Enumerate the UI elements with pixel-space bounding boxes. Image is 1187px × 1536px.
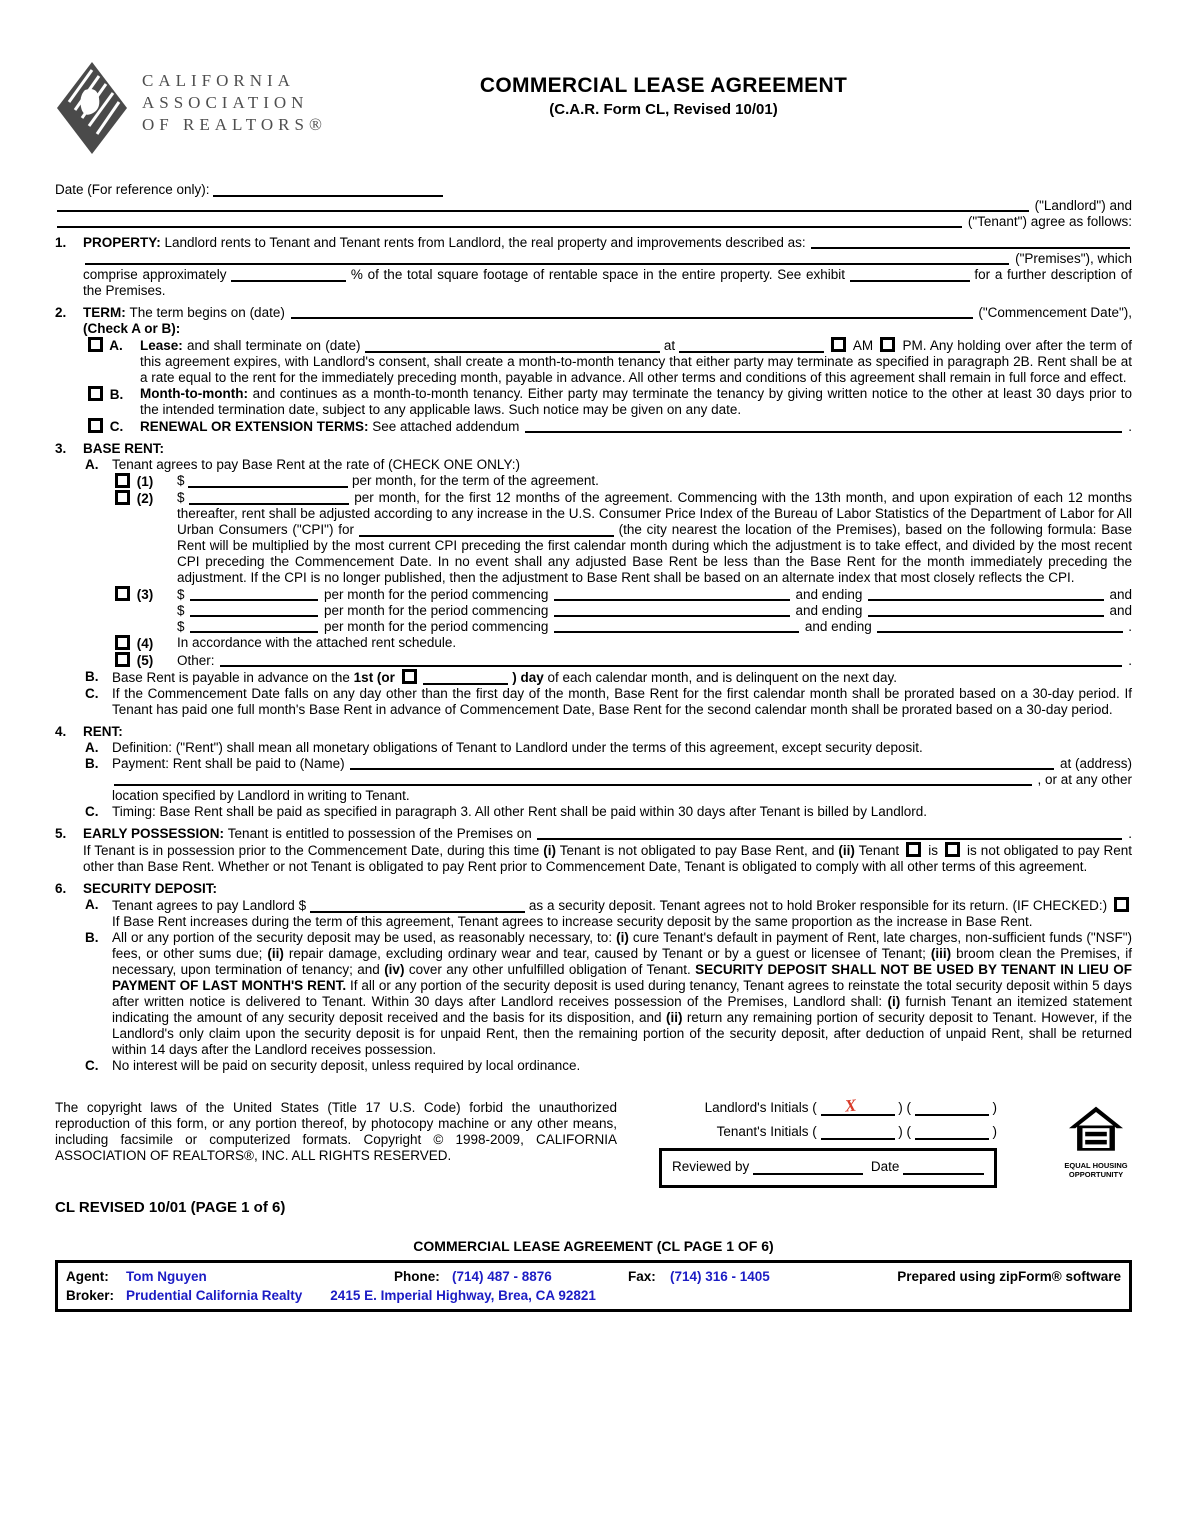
blank-field[interactable] <box>850 269 970 282</box>
footer-region <box>55 1095 1132 1188</box>
text-run: ("Commencement Date"), <box>974 305 1132 320</box>
item-marker <box>55 826 83 842</box>
paragraph-content <box>177 473 1132 490</box>
blank-field[interactable] <box>85 253 1009 265</box>
tenant-initials-label: Tenant's Initials ( <box>716 1124 821 1139</box>
text-run: ("Landlord") and <box>1030 198 1132 213</box>
text-run: All or any portion of the security deposit may be used, as reasonably necessary, to: <box>112 930 617 945</box>
text-run: Timing: Base Rent shall be paid as specified in paragraph 3. All other Rent shall be paid within 30 days after Tenant is billed by Landlord. <box>112 804 927 819</box>
sec1-comprise <box>83 267 1132 299</box>
initials-separator: ) ( <box>894 1124 915 1139</box>
text-run: B. <box>106 387 124 402</box>
blank-field[interactable] <box>189 492 349 505</box>
text-run: is <box>924 843 943 858</box>
text-run: $ <box>177 603 189 618</box>
text-run: EARLY POSSESSION: <box>83 826 228 841</box>
text-run: 3. <box>55 441 67 456</box>
text-run: Landlord rents to Tenant and Tenant rents from Landlord, the real property and improvements described as: <box>164 235 810 250</box>
text-run: . <box>1124 619 1133 634</box>
text-run: (3) <box>133 587 154 602</box>
text-run: (iii) <box>930 946 952 961</box>
title-block <box>195 60 1132 118</box>
text-run: (5) <box>133 653 154 668</box>
text-run: (i) <box>616 930 629 945</box>
text-run: PM. Any holding over after the term of this agreement expires, with Landlord's consent, shall create a month-to-month tenancy that either party may terminate as specified in paragraph 2B. Rent shall be at a rate equal to the rent for the immediately preceding month, payable in advance. All other terms and conditions of this agreement shall remain in full force and effect. <box>140 338 1132 385</box>
text-run: If the Commencement Date falls on any day other than the first day of the month, Base Rent for the first calendar month shall be prorated based on a 30-day period. If Tenant has paid one full month's Base Rent in advance of Commencement Date, Base Rent for the second calendar month shall be prorated based on a 30-day period. <box>112 686 1132 717</box>
sec4-b <box>85 756 1132 772</box>
text-run: RENEWAL OR EXTENSION TERMS: <box>140 419 373 434</box>
text-run: for a further description of the Premises. <box>83 267 1133 298</box>
equal-housing-text <box>1060 1161 1132 1179</box>
paragraph-content <box>177 635 1132 652</box>
checkbox[interactable] <box>906 842 921 857</box>
paragraph-content <box>83 441 1132 457</box>
blank-field[interactable] <box>190 605 318 617</box>
review-date-field[interactable] <box>903 1162 984 1175</box>
text-run: per month for the period commencing <box>320 603 553 618</box>
sec5-continuation <box>83 842 1132 875</box>
equal-housing-icon <box>1069 1106 1123 1154</box>
paragraph-content <box>83 842 1132 875</box>
blank-field[interactable] <box>365 340 660 353</box>
text-run: (1) <box>133 474 154 489</box>
item-marker <box>85 669 112 686</box>
checkbox[interactable] <box>115 635 130 650</box>
sec3-a <box>85 457 1132 473</box>
text-run: and shall terminate on (date) <box>186 338 365 353</box>
text-run: B. <box>85 756 99 771</box>
blank-field[interactable] <box>310 900 525 913</box>
paragraph-content <box>83 724 1132 740</box>
text-run: comprise approximately <box>83 267 232 282</box>
text-run: per month for the period commencing <box>320 587 553 602</box>
text-run: If all or any portion of the security deposit is used during tenancy, Tenant agrees to reinstate the total security deposit within 5 days after written notice is delivered to Tenant. Within 30 days after Landlord receives possession of the Premises, Landlord shall: <box>112 978 1132 1009</box>
text-run: furnish Tenant an itemized statement indicating the amount of any security deposit received and the basis for its disposition, and <box>112 994 1132 1025</box>
form-body <box>55 182 1132 1074</box>
text-run: as a security deposit. Tenant agrees not to hold Broker responsible for its return. (IF CHECKED:) <box>525 898 1111 913</box>
phone-label: Phone: <box>394 1269 440 1284</box>
checkbox[interactable] <box>115 473 130 488</box>
sec3-b <box>85 669 1132 686</box>
text-run: PROPERTY: <box>83 235 165 250</box>
text-run: (the city nearest the location of the Premises), based on the following formula: Base Rent will be multiplied by the most current CPI preceding the first calendar month during which the adjustment is to take effect, and divided by the most recent CPI preceding the Commencement Date. In no event shall any adjusted Base Rent be less than the Base Rent for the month immediately preceding the adjustment. If the CPI is no longer published, then the adjustment to Base Rent shall be based on an alternate index that most closely reflects the CPI. <box>177 522 1132 585</box>
checkbox[interactable] <box>115 490 130 505</box>
sec2-term <box>55 305 1132 321</box>
text-run: SECURITY DEPOSIT: <box>83 881 218 896</box>
checkbox[interactable] <box>831 337 846 352</box>
car-logo-text <box>142 60 327 156</box>
text-run: per month, for the term of the agreement. <box>348 473 599 488</box>
paragraph-content <box>140 418 1132 435</box>
sec6-a <box>85 897 1132 930</box>
sec3-a2 <box>115 490 1132 586</box>
text-run: C. <box>85 804 99 819</box>
sec6-c <box>85 1058 1132 1074</box>
paragraph-content <box>112 669 1132 686</box>
reviewed-by-field[interactable] <box>753 1162 863 1175</box>
text-run: Date (For reference only): <box>55 182 214 197</box>
blank-field[interactable] <box>423 672 508 685</box>
text-run: A. <box>85 457 99 472</box>
text-run <box>824 338 828 353</box>
paragraph-content <box>112 1058 1132 1074</box>
text-run: The term begins on (date) <box>129 305 289 320</box>
blank-field[interactable] <box>868 605 1104 617</box>
text-run: broom clean the Premises, if necessary, upon termination of tenancy; and <box>112 946 1132 977</box>
landlord-initial-mark: X <box>843 1095 857 1116</box>
sec2-a-lease <box>88 337 1132 386</box>
sec4-b-line3 <box>112 788 1132 804</box>
text-run: % of the total square footage of rentable space in the entire property. See exhibit <box>346 267 850 282</box>
item-marker <box>115 586 177 603</box>
item-marker <box>88 337 140 386</box>
document-title: COMMERCIAL LEASE AGREEMENT <box>479 74 848 97</box>
review-date-label: Date <box>863 1159 904 1174</box>
tenant-initials-field-2[interactable] <box>915 1127 989 1140</box>
text-run: See attached addendum <box>372 419 524 434</box>
text-run: No interest will be paid on security deposit, unless required by local ordinance. <box>112 1058 581 1073</box>
text-run: RENT: <box>83 724 123 739</box>
tenant-initials-row <box>659 1124 997 1140</box>
text-run: per month for the period commencing <box>320 619 553 634</box>
blank-field[interactable] <box>213 184 443 197</box>
paragraph-content <box>83 235 1132 251</box>
sec2-b-month-to-month <box>88 386 1132 418</box>
text-run: Tenant is entitled to possession of the Premises on <box>227 826 536 841</box>
checkbox[interactable] <box>880 337 895 352</box>
text-run: Tenant <box>854 843 904 858</box>
text-run: SECURITY DEPOSIT SHALL NOT BE USED BY TENANT IN LIEU OF PAYMENT OF LAST MONTH'S RENT. <box>112 962 1132 993</box>
paragraph-content <box>140 386 1132 418</box>
text-run: Month-to-month: <box>140 386 253 401</box>
landlord-name-line <box>55 198 1132 214</box>
checkbox[interactable] <box>88 337 103 352</box>
agent-name: Tom Nguyen <box>126 1269 207 1284</box>
text-run: (i) <box>887 994 901 1009</box>
initials-close: ) <box>988 1100 997 1115</box>
item-marker <box>115 635 177 652</box>
phone-number: (714) 487 - 8876 <box>452 1269 552 1284</box>
text-run: Tenant agrees to pay Base Rent at the rate of (CHECK ONE ONLY:) <box>112 457 520 472</box>
paragraph-content <box>83 826 1132 842</box>
sec3-a4 <box>115 635 1132 652</box>
text-run: cover any other unfulfilled obligation of Tenant. <box>404 962 696 977</box>
sec3-a3-line2 <box>177 603 1132 619</box>
checkbox[interactable] <box>88 386 103 401</box>
checkbox[interactable] <box>115 652 130 667</box>
blank-field[interactable] <box>220 655 1122 667</box>
blank-field[interactable] <box>291 307 973 319</box>
text-run: Lease: <box>140 338 187 353</box>
sec2-check-a-or-b <box>83 321 1132 337</box>
text-run: at <box>659 338 680 353</box>
paragraph-content <box>83 305 1132 321</box>
text-run: repair damage, excluding ordinary wear and tear, caused by Tenant or by a guest or licensee of Tenant; <box>283 946 931 961</box>
text-run: Definition: ("Rent") shall mean all monetary obligations of Tenant to Landlord under the terms of this agreement, except security deposit. <box>112 740 923 755</box>
blank-field[interactable] <box>359 524 614 537</box>
text-run: of each calendar month, and is delinquent on the next day. <box>543 670 897 685</box>
text-run: BASE RENT: <box>83 441 165 456</box>
paragraph-content <box>112 457 1132 473</box>
blank-field[interactable] <box>57 216 962 228</box>
sec6-security-deposit <box>55 881 1132 897</box>
text-run: A. <box>85 897 99 912</box>
item-marker <box>55 441 83 457</box>
paragraph-content <box>112 686 1132 718</box>
text-run: and <box>1105 587 1132 602</box>
text-run: (4) <box>133 636 154 651</box>
blank-field[interactable] <box>350 758 1054 770</box>
paragraph-content <box>55 198 1132 214</box>
blank-field[interactable] <box>554 621 799 633</box>
blank-field[interactable] <box>525 421 1122 433</box>
item-marker <box>85 756 112 772</box>
blank-field[interactable] <box>554 589 790 601</box>
text-run: 5. <box>55 826 67 841</box>
text-run: Tenant is not obligated to pay Base Rent, and <box>555 843 839 858</box>
sec4-rent <box>55 724 1132 740</box>
paragraph-content <box>55 182 1132 198</box>
reviewed-by-box <box>659 1148 997 1188</box>
text-run: $ <box>177 473 189 488</box>
blank-field[interactable] <box>231 269 346 282</box>
text-run: and continues as a month-to-month tenancy. Either party may terminate the tenancy by giving written notice to the other at least 30 days prior to the intended termination date, subject to any applicable laws. Such notice may be given on any date. <box>140 386 1133 417</box>
landlord-initials-field-1[interactable] <box>821 1095 895 1116</box>
sec4-b-line2 <box>112 772 1132 788</box>
sec1-premises-line <box>83 251 1132 267</box>
item-marker <box>55 305 83 321</box>
initials-separator: ) ( <box>894 1100 915 1115</box>
text-run: $ <box>177 490 190 505</box>
form-revision-label: CL REVISED 10/01 (PAGE 1 of 6) <box>55 1199 286 1216</box>
item-marker <box>85 740 112 756</box>
text-run: (ii) <box>838 843 855 858</box>
blank-field[interactable] <box>868 589 1104 601</box>
eho-line-2: OPPORTUNITY <box>1068 1170 1124 1179</box>
text-run: , or at any other <box>1033 772 1132 787</box>
text-run: (iv) <box>384 962 405 977</box>
sec3-a1 <box>115 473 1132 490</box>
text-run: at (address) <box>1056 756 1132 771</box>
logo-line-3: OF REALTORS® <box>142 115 327 134</box>
paragraph-content <box>112 740 1132 756</box>
paragraph-content <box>177 586 1132 603</box>
blank-field[interactable] <box>877 621 1122 633</box>
item-marker <box>115 490 177 586</box>
text-run: cure Tenant's default in payment of Rent, late charges, non-sufficient funds ("NSF") fees, or other sums due; <box>112 930 1132 961</box>
blank-field[interactable] <box>811 237 1130 249</box>
sec3-a5 <box>115 652 1132 669</box>
text-run: AM <box>849 338 878 353</box>
text-run: and ending <box>791 587 867 602</box>
text-run: C. <box>85 686 99 701</box>
broker-name: Prudential California Realty <box>126 1288 303 1303</box>
item-marker <box>88 386 140 418</box>
paragraph-content <box>177 652 1132 669</box>
paragraph-content <box>112 804 1132 820</box>
sec4-c <box>85 804 1132 820</box>
paragraph-content <box>83 321 1132 337</box>
tenant-name-line <box>55 214 1132 230</box>
text-run: A. <box>85 740 99 755</box>
text-run: (ii) <box>267 946 284 961</box>
text-run: . <box>1124 419 1132 434</box>
equal-housing-block <box>1060 1100 1132 1188</box>
text-run: If Base Rent increases during the term of this agreement, Tenant agrees to increase security deposit by the same proportion as the increase in Base Rent. <box>112 914 1033 929</box>
sec3-a3-line3 <box>177 619 1132 635</box>
text-run: TERM: <box>83 305 130 320</box>
item-marker <box>55 724 83 740</box>
text-run: (i) <box>543 843 556 858</box>
prepared-using-label: Prepared using zipForm® software <box>897 1269 1121 1284</box>
text-run: B. <box>85 669 99 684</box>
page-header <box>55 60 1132 182</box>
landlord-initials-label: Landlord's Initials ( <box>704 1100 821 1115</box>
text-run: $ <box>177 619 189 634</box>
paragraph-content <box>112 756 1132 772</box>
car-logo-icon <box>55 60 129 156</box>
initials-block <box>659 1095 997 1188</box>
item-marker <box>115 473 177 490</box>
text-run: In accordance with the attached rent schedule. <box>177 635 457 650</box>
item-marker <box>85 897 112 930</box>
paragraph-content <box>83 267 1132 299</box>
sec5-early-possession <box>55 826 1132 842</box>
tenant-initials-field-1[interactable] <box>821 1127 895 1140</box>
checkbox[interactable] <box>1114 897 1129 912</box>
paragraph-content <box>177 603 1132 619</box>
text-run: (2) <box>133 491 154 506</box>
item-marker <box>88 418 140 435</box>
item-marker <box>85 804 112 820</box>
agent-label: Agent: <box>66 1269 109 1284</box>
checkbox[interactable] <box>115 586 130 601</box>
text-run: 6. <box>55 881 67 896</box>
paragraph-content <box>112 788 1132 804</box>
text-run: return any remaining portion of security deposit to Tenant. However, if the Landlord's only claim upon the security deposit is for unpaid Rent, then the remaining portion of the security deposit, after deduction of unpaid Rent, shall be returned within 14 days after the Landlord receives possession. <box>112 1010 1132 1057</box>
text-run: 4. <box>55 724 67 739</box>
paragraph-content <box>55 214 1132 230</box>
text-run: 2. <box>55 305 67 320</box>
text-run: (ii) <box>665 1010 683 1025</box>
landlord-initials-row <box>659 1095 997 1116</box>
blank-field[interactable] <box>57 200 1029 212</box>
blank-field[interactable] <box>190 621 318 633</box>
blank-field[interactable] <box>114 774 1032 786</box>
text-run: Base Rent is payable in advance on the <box>112 670 354 685</box>
broker-label: Broker: <box>66 1288 115 1303</box>
logo-line-1: CALIFORNIA <box>142 71 295 90</box>
blank-field[interactable] <box>190 589 318 601</box>
agent-broker-box <box>55 1260 1132 1312</box>
logo-line-2: ASSOCIATION <box>142 93 309 112</box>
sec4-a <box>85 740 1132 756</box>
checkbox[interactable] <box>88 418 103 433</box>
paragraph-content <box>140 337 1132 386</box>
reviewed-by-label: Reviewed by <box>672 1159 754 1174</box>
footer-page-title: COMMERCIAL LEASE AGREEMENT (CL PAGE 1 OF 6) <box>413 1238 774 1254</box>
paragraph-content <box>112 930 1132 1058</box>
broker-address: 2415 E. Imperial Highway, Brea, CA 92821 <box>330 1288 596 1303</box>
paragraph-content <box>177 490 1132 586</box>
paragraph-content <box>83 881 1132 897</box>
agent-row <box>66 1267 1121 1286</box>
blank-field[interactable] <box>679 340 824 353</box>
item-marker <box>85 457 112 473</box>
text-run: Tenant agrees to pay Landlord $ <box>112 898 310 913</box>
text-run: 1st (or <box>353 670 399 685</box>
text-run: A. <box>106 338 123 353</box>
text-run: ("Premises"), which <box>1011 251 1132 266</box>
text-run: and ending <box>791 603 867 618</box>
sec3-base-rent <box>55 441 1132 457</box>
text-run: C. <box>106 419 124 434</box>
sec1-property <box>55 235 1132 251</box>
text-run: and <box>1105 603 1132 618</box>
document-subtitle: (C.A.R. Form CL, Revised 10/01) <box>549 101 778 118</box>
fax-label: Fax: <box>628 1269 656 1284</box>
item-marker <box>85 1058 112 1074</box>
sec3-a3-line1 <box>115 586 1132 603</box>
item-marker <box>55 881 83 897</box>
blank-field[interactable] <box>554 605 790 617</box>
blank-field[interactable] <box>537 828 1122 840</box>
text-run: C. <box>85 1058 99 1073</box>
text-run: ("Tenant") agree as follows: <box>964 214 1132 229</box>
sec3-c <box>85 686 1132 718</box>
paragraph-content <box>177 619 1132 635</box>
blank-field[interactable] <box>188 475 348 488</box>
paragraph-content <box>83 251 1132 267</box>
initials-close: ) <box>988 1124 997 1139</box>
sec6-b <box>85 930 1132 1058</box>
paragraph-content <box>112 897 1132 930</box>
item-marker <box>85 930 112 1058</box>
text-run: . <box>1124 653 1132 668</box>
text-run: and ending <box>801 619 876 634</box>
sec2-c-renewal <box>88 418 1132 435</box>
copyright-notice: The copyright laws of the United States (Title 17 U.S. Code) forbid the unauthorized reproduction of this form, or any portion thereof, by photocopy machine or any other means, including facsimile or computerized formats. Copyright © 1998-2009, CALIFORNIA ASSOCIATION OF REALTORS®, INC. ALL RIGHTS RESERVED. <box>55 1100 617 1163</box>
landlord-initials-field-2[interactable] <box>915 1103 989 1116</box>
checkbox[interactable] <box>945 842 960 857</box>
text-run: If Tenant is in possession prior to the Commencement Date, during this time <box>83 843 544 858</box>
text-run: Other: <box>177 653 219 668</box>
item-marker <box>85 686 112 718</box>
text-run: location specified by Landlord in writing to Tenant. <box>112 788 410 803</box>
fax-number: (714) 316 - 1405 <box>670 1269 770 1284</box>
item-marker <box>55 235 83 251</box>
paragraph-content <box>112 772 1132 788</box>
text-run: B. <box>85 930 99 945</box>
date-line <box>55 182 1132 198</box>
text-run: ) day <box>508 670 544 685</box>
text-run: 1. <box>55 235 67 250</box>
broker-row <box>66 1286 1121 1305</box>
car-logo <box>55 60 327 156</box>
text-run: Payment: Rent shall be paid to (Name) <box>112 756 349 771</box>
checkbox[interactable] <box>402 669 417 684</box>
eho-line-1: EQUAL HOUSING <box>1064 1161 1128 1170</box>
text-run: $ <box>177 587 189 602</box>
text-run: (Check A or B): <box>83 321 181 336</box>
item-marker <box>115 652 177 669</box>
text-run: is not obligated to pay Rent other than Base Rent. Whether or not Tenant is obligated to pay Rent prior to Commencement Date, Tenant is obligated to comply with all other terms of this agreement. <box>83 843 1132 874</box>
text-run: . <box>1124 826 1132 841</box>
text-run: per month, for the first 12 months of the agreement. Commencing with the 13th month, and upon expiration of each 12 months thereafter, rent shall be adjusted according to any increase in the U.S. Consumer Price Index of the Bureau of Labor Statistics of the Department of Labor for All Urban Consumers ("CPI") for <box>177 490 1132 537</box>
